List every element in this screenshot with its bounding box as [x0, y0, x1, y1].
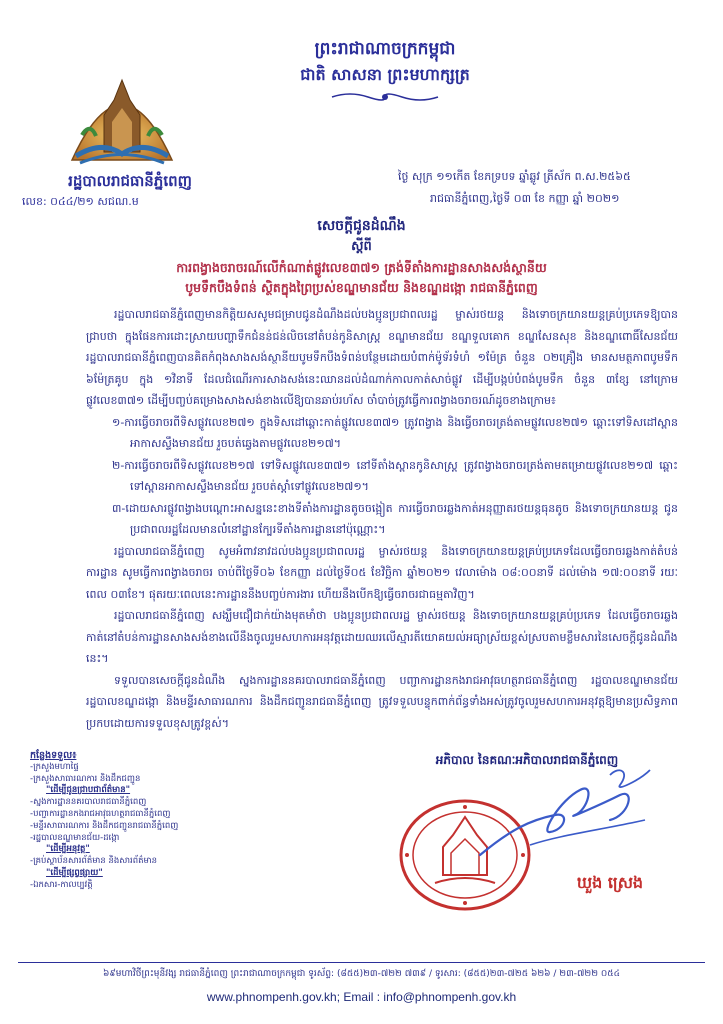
detour-item-3: ៣-ដោយសារផ្លូវពង្វាងបណ្តោះអាសន្ននេះខាងទីតាំងការដ្ឋានតូចចង្អៀត ការធ្វើចរាចរឆ្លងកាត់អនុញ្ញាតរថយន្តធុនតូច និងទោចក្រយានយន្ត ជូនប្រជាពលរដ្ឋដែលមានលំនៅដ្ឋានក្បែរទីតាំងការដ្ឋាននៅប៉ុណ្ណោះ។ [112, 501, 678, 536]
recipient-item: -ក្រសួងសាធារណការ និងដឹកជញ្ជូន [30, 773, 141, 784]
footer-address: ៦៩មហាវិថីព្រះមុនីវង្ស រាជធានីភ្នំពេញ ព្រះរាជាណាចក្រកម្ពុជា ទូរស័ព្ទ: (៨៥៥)២៣-៧២២ ៧៣៩ / ទូរសារ: (៨៥៥)២៣-៧២៥ ៦២៦ / ២៣-៧២២ ០៥៤ [103, 969, 620, 979]
footer-divider [18, 962, 705, 963]
subject-line-2: បូមទឹកបឹងទំពន់ ស្ថិតក្នុងព្រៃប្រស់ខណ្ឌមានជ័យ និងខណ្ឌដង្កោ រាជធានីភ្នំពេញ [185, 280, 538, 295]
recipient-item: -រដ្ឋបាលខណ្ឌមានជ័យ-ដង្កោ [30, 832, 120, 843]
recipient-purpose: "ដើម្បីជូនជ្រាបជាព័ត៌មាន" [46, 785, 131, 796]
about-label: ស្តីពី [351, 239, 372, 254]
recipient-item: -បញ្ជាការដ្ឋានកងរាជអាវុធហត្ថរាជធានីភ្នំពេញ [30, 808, 171, 819]
body-paragraph-3: រដ្ឋបាលរាជធានីភ្នំពេញ សង្ឃឹមជឿជាក់យ៉ាងមុតមាំថា បងប្អូនប្រជាពលរដ្ឋ ម្ចាស់រថយន្ត និងទោចក្រយានយន្តគ្រប់ប្រភេទ ដែលធ្វើចរាចរឆ្លងកាត់នៅតំបន់ការដ្ឋានសាងសង់ខាងលើនឹងចូលរួមសហការអនុវត្តដោយឈរលើស្មារតីយោគយល់អធ្យាស្រ័យខ្ពស់ស្របតាមខ្លឹមសារនៃសេចក្តីជូនដំណឹងនេះ។ [86, 609, 678, 665]
handwritten-signature [470, 760, 680, 870]
recipient-purpose: "ដើម្បីផ្សព្វផ្សាយ" [46, 867, 103, 878]
lunar-date: ថ្ងៃ សុក្រ ១១កើត ខែភទ្របទ ឆ្នាំឆ្លូវ ត្រីស័ក ព.ស.២៥៦៥ [398, 170, 631, 183]
kingdom-title: ព្រះរាជាណាចក្រកម្ពុជា [314, 39, 456, 59]
document-type: សេចក្តីជូនដំណឹង [317, 218, 406, 234]
recipient-item: -គ្រប់ស្ថាប័នសារព័ត៌មាន និងសារព័ត៌មាន [30, 856, 158, 867]
subject-heading [60, 258, 663, 298]
place-and-date: រាជធានីភ្នំពេញ,ថ្ងៃទី ០៣ ខែ កញ្ញា ឆ្នាំ ២០២១ [430, 192, 620, 205]
footer-website-email[interactable]: www.phnompenh.gov.kh; Email : info@phnompenh.gov.kh [206, 990, 517, 1004]
body-paragraph-4: ទទួលបានសេចក្តីជូនដំណឹង ស្នងការដ្ឋាននគរបាលរាជធានីភ្នំពេញ បញ្ជាការដ្ឋានកងរាជអាវុធហត្ថរាជធានីភ្នំពេញ រដ្ឋបាលខណ្ឌមានជ័យ រដ្ឋបាលខណ្ឌដង្កោ និងមន្ទីរសាធារណការ និងដឹកជញ្ជូនរាជធានីភ្នំពេញ ត្រូវទទួលបន្ទុកពាក់ព័ន្ធទាំងអស់ត្រូវចូលរួមសហការអនុវត្តឱ្យមានប្រសិទ្ធភាព ប្រកបដោយការទទួលខុសត្រូវខ្ពស់។ [86, 673, 678, 730]
issuing-authority: រដ្ឋបាលរាជធានីភ្នំពេញ [68, 172, 192, 190]
recipient-item: -ស្នងការដ្ឋាននគរបាលរាជធានីភ្នំពេញ [30, 797, 147, 808]
body-paragraph-2: រដ្ឋបាលរាជធានីភ្នំពេញ សូមអំពាវនាវដល់បងប្អូនប្រជាពលរដ្ឋ ម្ចាស់រថយន្ត និងទោចក្រយានយន្តគ្រប់ប្រភេទដែលធ្វើចរាចរឆ្លងកាត់តំបន់ការដ្ឋាន សូមធ្វើការពង្វាងចរាចរ ចាប់ពីថ្ងៃទី០៦ ខែកញ្ញា ដល់ថ្ងៃទី០៥ ខែវិច្ឆិកា ឆ្នាំ២០២១ វេលាម៉ោង ០៨:០០នាទី ដល់ម៉ោង ១៧:០០នាទី រយៈពេល ០៣ខែ។ ផុតរយៈពេលនេះការដ្ឋាននឹងបញ្ចប់ការងារ ហើយនឹងបើកឱ្យធ្វើចរាចរជាធម្មតាវិញ។ [86, 544, 678, 601]
recipient-item: -ឯកសារ-កាលប្បវត្តិ [30, 879, 93, 890]
phnom-penh-emblem [62, 60, 182, 170]
reference-number: លេខ: ០៤៤/២១ សជណ.ម [22, 195, 139, 208]
body-paragraph-1: រដ្ឋបាលរាជធានីភ្នំពេញមានកិត្តិយសសូមជម្រាបជូនដំណឹងដល់បងប្អូនប្រជាពលរដ្ឋ ម្ចាស់រថយន្ត និងទោចក្រយានយន្តគ្រប់ប្រភេទឱ្យបានជ្រាបថា ក្នុងផែនការដោះស្រាយបញ្ហាទឹកជំនន់ជន់លិចនៅតំបន់កូនិសាស្រ្ត ខណ្ឌមានជ័យ ខណ្ឌទួលគោក ខណ្ឌសែនសុខ និងខណ្ឌពោធិ៍សែនជ័យ រដ្ឋបាលរាជធានីភ្នំពេញបានគិតកំពុងសាងសង់ស្ថានីយបូមទឹកបឹងទំពន់បន្ថែមដោយបំពាក់ម៉ូទ័រទំហំ ១ម៉ែត្រ ចំនួន ០២គ្រឿង មានសមត្ថភាពបូមទឹក ៦ម៉ែត្រគូប ក្នុង ១វិនាទី ដែលជំណើរការសាងសង់នេះឈានដល់ដំណាក់កាលកាត់សាច់ផ្លូវ ដើម្បីបង្កប់បំពង់បូមទឹក ចំនួន ៣ខ្សែ នៅក្រោមផ្លូវលេខ៣៧១ ដើម្បីបញ្ចប់គម្រោងសាងសង់ខាងលើឱ្យបានឆាប់រហ័ស ចាំបាច់ត្រូវធ្វើការពង្វាងចរាចរណ៍ដូចខាងក្រោម៖ [86, 308, 678, 407]
detour-item-2: ២-ការធ្វើចរាចរពីទិសផ្លូវលេខ២១៧ ទៅទិសផ្លូវលេខ៣៧១ នៅទីតាំងស្ពានកូនិសាស្រ្ត ត្រូវពង្វាងចរាចរត្រង់តាមតម្រោយផ្លូវលេខ២១៧ ឆ្ពោះទៅស្ពានអាកាសស្ទឹងមានជ័យ រួចបត់ស្តាំទៅផ្លូវលេខ២៧១។ [112, 458, 678, 493]
detour-item-1: ១-ការធ្វើចរាចរពីទិសផ្លូវលេខ២៧១ ក្នុងទិសដៅឆ្ពោះកាត់ផ្លូវលេខ៣៧១ ត្រូវពង្វាង និងធ្វើចរាចរត្រង់តាមផ្លូវលេខ២៧១ ឆ្ពោះទៅទិសដៅស្ពានអាកាសស្ទឹងមានជ័យ រួចបត់ឆ្វេងតាមផ្លូវលេខ២១៧។ [112, 415, 678, 450]
body-text [86, 304, 678, 734]
recipient-item: -មន្ទីរសាធារណការ និងដឹកជញ្ជូនរាជធានីភ្នំពេញ [30, 820, 179, 831]
signatory-title: អភិបាល នៃគណៈអភិបាលរាជធានីភ្នំពេញ [435, 753, 619, 767]
subject-line-1: ការពង្វាងចរាចរណ៍លើកំណាត់ផ្លូវលេខ៣៧១ ត្រង់ទីតាំងការដ្ឋានសាងសង់ស្ថានីយ [176, 260, 547, 275]
recipients-list [30, 750, 270, 892]
recipient-purpose: "ដើម្បីអនុវត្ត" [46, 844, 90, 855]
motto-ornament [330, 90, 440, 104]
national-motto: ជាតិ សាសនា ព្រះមហាក្សត្រ [300, 65, 470, 84]
recipients-title: កន្លែងទទួល៖ [30, 750, 77, 761]
signatory-name: ឃួង ស្រេង [576, 873, 644, 892]
recipient-item: -ក្រសួងមហាផ្ទៃ [30, 761, 79, 772]
